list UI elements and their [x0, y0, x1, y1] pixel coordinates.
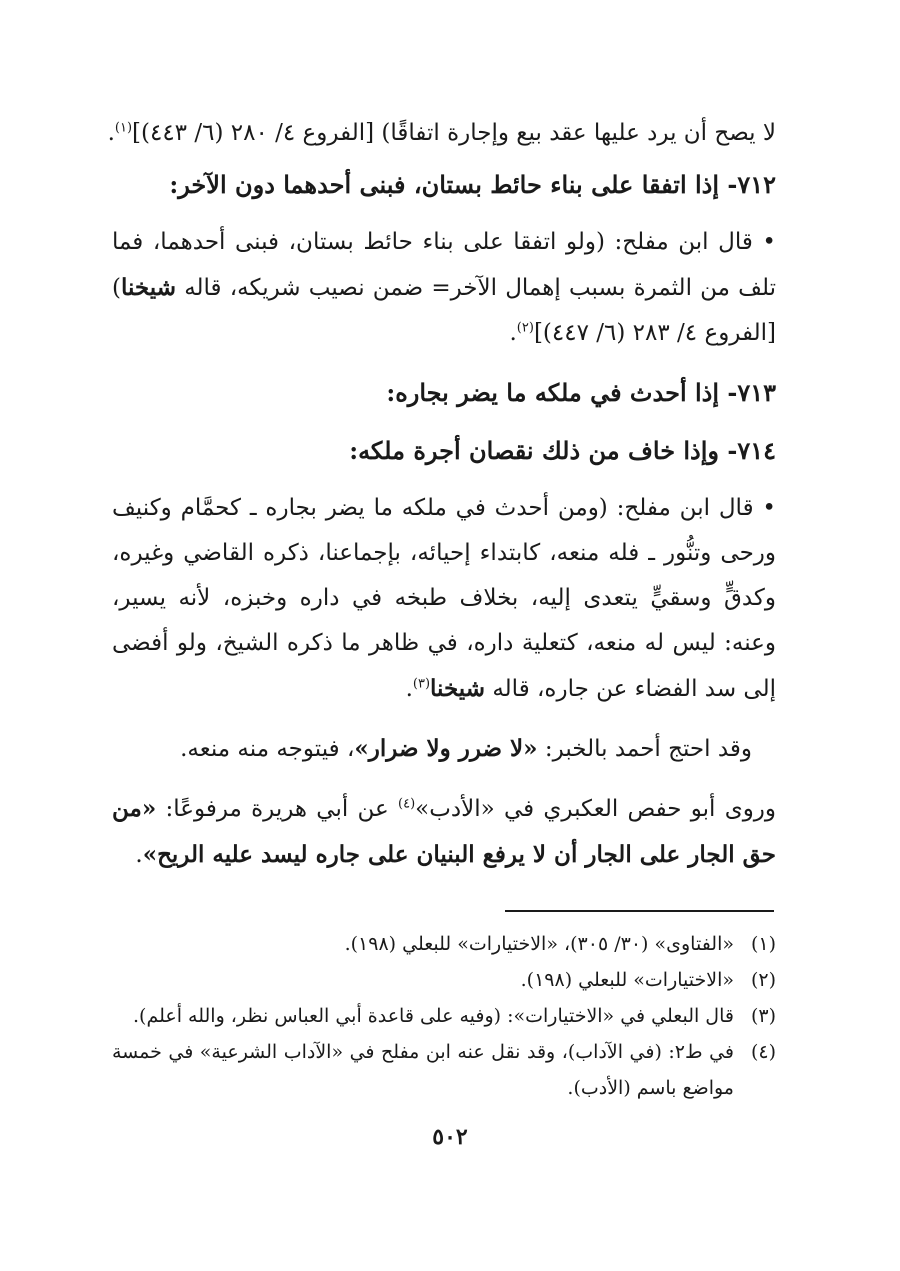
footnote-2 — [112, 962, 776, 998]
paragraph-712-text: • قال ابن مفلح: (ولو اتفقا على بناء حائط بستان، فبنى أحدهما، فما تلف من الثمرة بسبب إهمال الآخر= ضمن نصيب شريكه، قاله — [112, 229, 776, 301]
paragraph-712-period: . — [509, 320, 517, 346]
continuation-line — [107, 110, 776, 156]
footnote-separator — [505, 910, 774, 912]
paragraph-712-shaykh: شيخنا — [120, 274, 176, 301]
paragraph-714-period: . — [405, 676, 413, 702]
footnote-ref-4[interactable]: (٤) — [398, 796, 416, 812]
heading-714: ٧١٤- وإذا خاف من ذلك نقصان أجرة ملكه: — [349, 436, 776, 465]
footnote-number: (٣) — [750, 1005, 776, 1027]
hadith-neighbor-right: «من حق الجار على الجار أن لا يرفع البنيان على جاره ليسد عليه الريح» — [112, 795, 776, 868]
footnote-text: «الفتاوى» (٣٠/ ٣٠٥)، «الاختيارات» للبعلي (١٩٨). — [344, 933, 734, 955]
paragraph-abu-hafs — [112, 786, 776, 878]
continuation-text: لا يصح أن يرد عليها عقد بيع وإجارة اتفاقًا) [الفروع ٤/ ٢٨٠ (٦/ ٤٤٣)] — [132, 120, 776, 146]
footnote-4 — [112, 1034, 776, 1106]
paragraph-714-text: • قال ابن مفلح: (ومن أحدث في ملكه ما يضر بجاره ـ كحمَّام وكنيف ورحى وتنُّور ـ فله منعه، كابتداء إحيائه، بإجماعنا، ذكره القاضي وغيره، وكدقٍّ وسقيٍّ يتعدى إليه، بخلاف طبخه في داره وخبزه، لأنه يسير، وعنه: ليس له منعه، كتعلية داره، في ظاهر ما ذكره الشيخ، ولو أفضى إلى سد الفضاء عن جاره، قاله — [112, 495, 776, 702]
footnote-text: في ط٢: (في الآداب)، وقد نقل عنه ابن مفلح في «الآداب الشرعية» في خمسة مواضع باسم (الأدب). — [112, 1041, 734, 1099]
page-body — [107, 110, 777, 878]
paragraph-hadith-argument — [112, 726, 776, 772]
page-number: ٥٠٢ — [432, 1124, 468, 1150]
paragraph-hadith-argument-text: وقد احتج أحمد بالخبر: — [544, 736, 752, 762]
footnote-text: «الاختيارات» للبعلي (١٩٨). — [520, 969, 734, 991]
paragraph-abu-hafs-text-a: وروى أبو حفص العكبري في «الأدب» — [415, 796, 777, 822]
footnote-3 — [112, 998, 776, 1034]
paragraph-712-citation: ) [الفروع ٤/ ٢٨٣ (٦/ ٤٤٧)] — [112, 275, 776, 346]
footnote-ref-1[interactable]: (١) — [114, 120, 133, 136]
footnote-ref-2[interactable]: (٢) — [516, 320, 534, 336]
footnotes — [112, 926, 776, 1106]
footnote-number: (٤) — [750, 1041, 776, 1063]
paragraph-hadith-argument-tail: ، فيتوجه منه منعه. — [180, 736, 355, 762]
heading-713: ٧١٣- إذا أحدث في ملكه ما يضر بجاره: — [386, 378, 776, 407]
footnote-ref-3[interactable]: (٣) — [412, 676, 431, 692]
paragraph-714-shaykh: شيخنا — [430, 675, 486, 702]
paragraph-714 — [112, 486, 776, 712]
hadith-la-darar: «لا ضرر ولا ضرار» — [354, 735, 538, 762]
heading-712: ٧١٢- إذا اتفقا على بناء حائط بستان، فبنى أحدهما دون الآخر: — [169, 170, 776, 199]
paragraph-abu-hafs-text-b: عن أبي هريرة مرفوعًا: — [165, 796, 389, 822]
paragraph-712 — [112, 220, 776, 356]
paragraph-abu-hafs-period: . — [135, 842, 143, 868]
footnote-1 — [112, 926, 776, 962]
continuation-period: . — [107, 120, 115, 146]
footnote-number: (٢) — [750, 969, 776, 991]
footnote-text: قال البعلي في «الاختيارات»: (وفيه على قاعدة أبي العباس نظر، والله أعلم). — [133, 1005, 734, 1027]
footnote-number: (١) — [750, 933, 776, 955]
